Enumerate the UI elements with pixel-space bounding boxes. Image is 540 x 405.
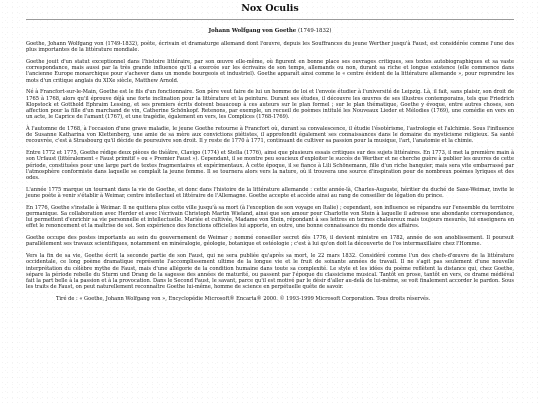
title-divider [26, 19, 514, 20]
author-name: Johann Wolfgang von Goethe [208, 28, 297, 34]
source-credit: Tiré de : « Goethe, Johann Wolfgang von », Encyclopédie Microsoft® Encarta® 2000. © 1993-1999 Microsoft Corporation. Tous droits réservés. [56, 296, 431, 303]
paragraph-8: Goethe occupe des postes importants au sein du gouvernement de Weimar ; nommé conseiller secret dès 1776, il devient ministre en 1782, année de son anoblissement. Il poursuit parallèlement ses travaux scientifiques, notamment en minéralogie, géologie, botanique et ostéologie ; c'est à lui qu'on doit la découverte de l'os intermaxillaire chez l'Homme. [26, 235, 514, 248]
site-title: Nox Oculis [241, 3, 299, 14]
article-heading [26, 28, 514, 35]
paragraph-6: L'année 1775 marque un tournant dans la vie de Goethe, et donc dans l'histoire de la littérature allemande : cette année-là, Charles-Auguste, héritier du duché de Saxe-Weimar, invite le jeune poète à venir s'établir à Weimar, centre intellectuel et littéraire de l'Allemagne. Goethe accepte et accède ainsi au rang de conseiller de légation du prince. [26, 186, 514, 200]
paragraph-2: Goethe jouit d'un statut exceptionnel dans l'histoire littéraire, par son œuvre elle-même, où figurent en bonne place ses ouvrages critiques, ses textes autobiographiques et sa vaste correspondance, mais aussi par la très grande influence qu'il a exercée sur les écrivains de son temps, allemands ou non, durant sa riche et longue existence (elle commence dans l'ancienne Europe monarchique pour s'achever dans un monde bourgeois et industriel). Goethe apparaît ainsi comme le « centre évident de la littérature allemande », pour reprendre les mots d'un critique anglais du XIXe siècle, Matthew Arnold. [26, 59, 514, 84]
author-dates: (1749-1832) [297, 28, 332, 34]
paragraph-7: En 1776, Goethe s'installe à Weimar. Il ne quittera plus cette ville jusqu'à sa mort (à l'exception de son voyage en Italie) ; cependant, son influence se répandra sur l'ensemble du territoire germanique. Sa collaboration avec Herder et avec l'écrivain Christoph Martin Wieland, ainsi que son amour pour Charlotte von Stein à laquelle il adresse une abondante correspondance, lui permettent d'enrichir sa vie personnelle et intellectuelle. Mariée et cultivée, Madame von Stein, répondant à ses lettres en termes chaleureux mais toujours mesurés, lui enseignera en effet le renoncement et la maîtrise de soi. Son expérience des fonctions officielles lui apporte, en outre, une bonne connaissance du monde des affaires. [26, 204, 514, 230]
paragraph-1: Goethe, Johann Wolfgang von (1749-1832), poète, écrivain et dramaturge allemand dont l'œuvre, depuis les Souffrances du jeune Werther jusqu'à Faust, est considérée comme l'une des plus importantes de la littérature mondiale. [26, 41, 514, 54]
paragraph-9: Vers la fin de sa vie, Goethe écrit la seconde partie de son Faust, qui ne sera publiée qu'après sa mort, le 22 mars 1832. Considéré comme l'un des chefs-d'œuvre de la littérature occidentale, ce long poème dramatique représente l'accomplissement ultime de la longue vie et le fruit de soixante années de travail. Il ne s'agit pas seulement d'une nouvelle interprétation du célèbre mythe de Faust, mais d'une allégorie de la condition humaine dans toute sa complexité. Le style et les idées du poème reflètent la distance qui, chez Goethe, sépare la période rebelle du Sturm und Drang de la sagesse des années de maturité, ou passent par l'époque du classicisme musical. Tantôt en prose, tantôt en vers, ce drame médiéval fait la part belle à la passion et à la provocation. Dans le Second Faust, le savant, parce qu'il est motivé par le désir d'aller au-delà de lui-même, se voit finalement accorder le pardon. Sous les traits de Faust, on peut naturellement reconnaître Goethe lui-même, homme de science en perpétuelle quête de savoir. [26, 253, 514, 291]
paragraph-3: Né à Francfort-sur-le-Main, Goethe est le fils d'un fonctionnaire. Son père veut faire de lui un homme de loi et l'envoie étudier à l'université de Leipzig. Là, il fait, sans plaisir, son droit de 1765 à 1768, alors qu'il éprouve déjà une forte inclination pour la littérature et la peinture. Durant ses études, il découvre les œuvres de ses illustres contemporains, tels que Friedrich Klopstock et Gotthold Ephraim Lessing, et ses premiers écrits doivent beaucoup à ces auteurs sur le plan formel ; sur le plan thématique, Goethe y évoque, entre autres choses, son affection pour la fille d'un marchand de vin, Catherine Schönkopf. Retenons, par exemple, un recueil de poèmes intitulé les Nouveaux Lieder et Mélodies (1769), une comédie en vers en un acte, le Caprice de l'amant (1767), et une tragédie, également en vers, les Complices (1768-1769). [26, 89, 514, 121]
paragraph-4: À l'automne de 1768, à l'occasion d'une grave maladie, le jeune Goethe retourne à Francfort où, durant sa convalescence, il étudie l'ésotérisme, l'astrologie et l'alchimie. Sous l'influence de Susanne Katharina von Klettenberg, une amie de sa mère aux convictions piétistes, il approfondit également ses connaissances dans le domaine du mysticisme religieux. Sa santé recouvrée, c'est à Strasbourg qu'il décide de poursuivre son droit. Il y reste de 1770 à 1771, continuant de cultiver sa passion pour la musique, l'art, l'anatomie et la chimie. [26, 126, 514, 145]
paragraph-5: Entre 1772 et 1775, Goethe rédige deux pièces de théâtre, Clavigo (1774) et Stella (1776), ainsi que plusieurs essais critiques sur des sujets littéraires. En 1773, il met la première main à son Urfaust (littéralement « Faust primitif » ou « Premier Faust »). Cependant, il se montre peu soucieux d'exploiter le succès de Werther et ne cherche guère à publier les œuvres de cette période, constituées pour une large part de textes fragmentaires et expérimentaux. À cette époque, il se fiance à Lili Schönemann, fille d'un riche banquier, mais sera vite embarrassé par l'atmosphère conformiste dans laquelle se complaît la jeune femme. Il se tournera alors vers la nature, où il trouvera une source d'inspiration pour de nombreux poèmes lyriques et des odes. [26, 150, 514, 182]
